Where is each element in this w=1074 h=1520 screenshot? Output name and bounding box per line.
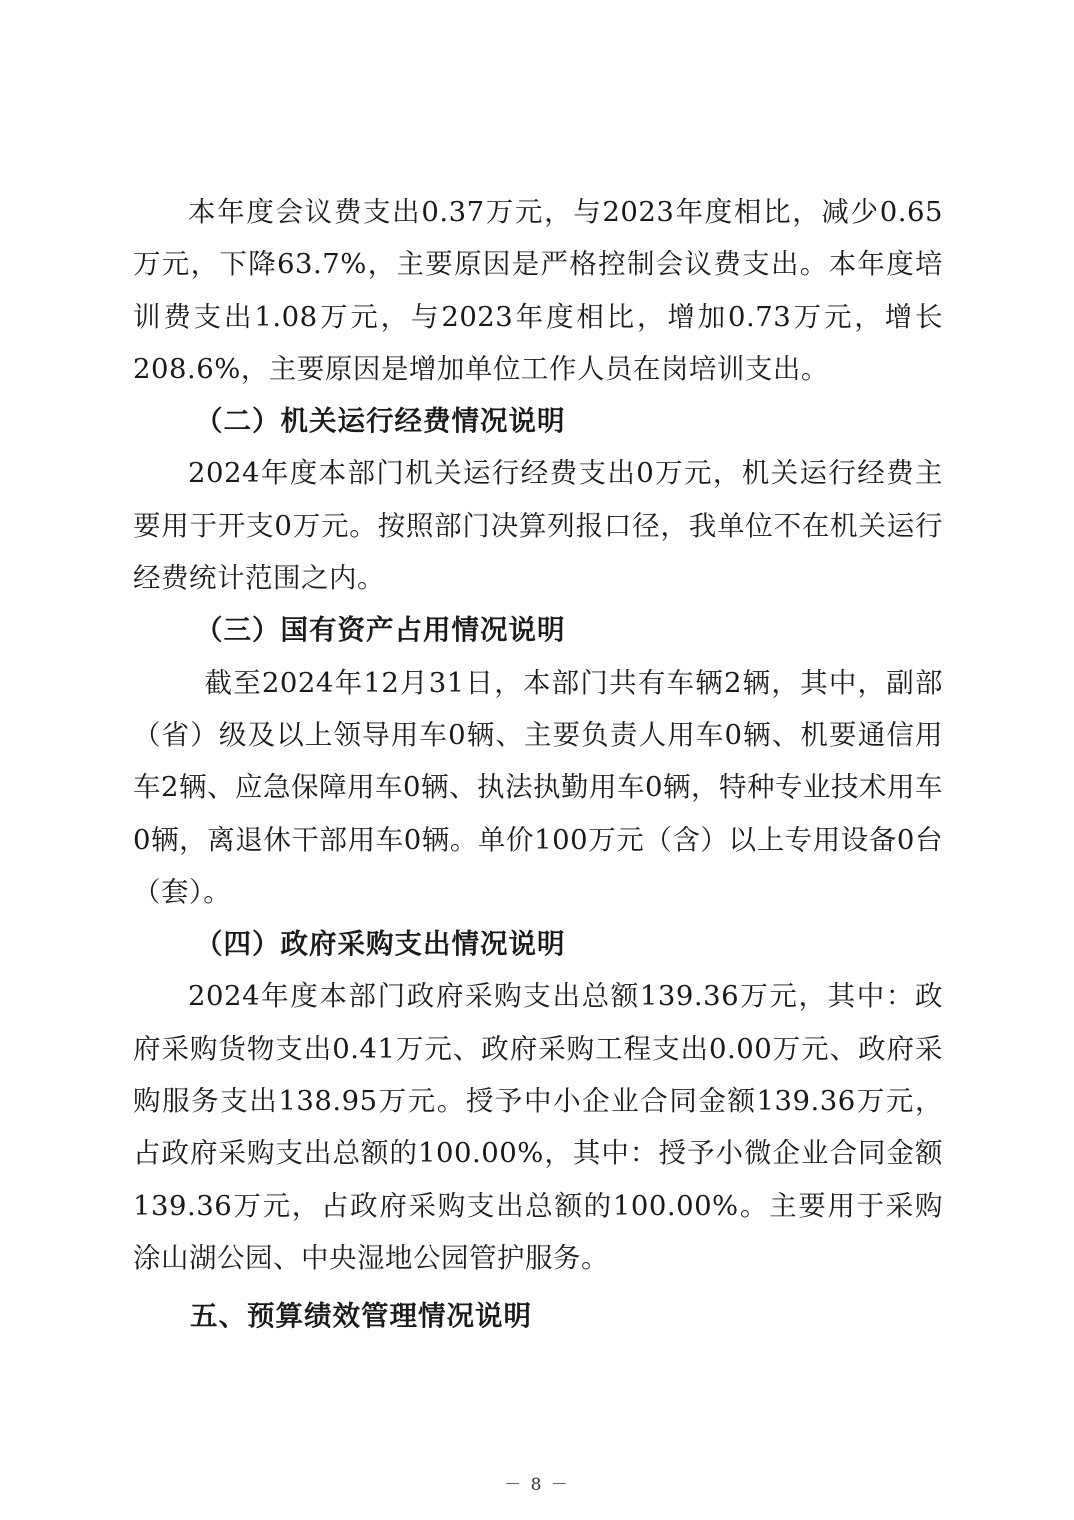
- paragraph-operating-funds: 2024年度本部门机关运行经费支出0万元，机关运行经费主要用于开支0万元。按照部门决算列报口径，我单位不在机关运行经费统计范围之内。: [133, 457, 943, 595]
- heading-operating-funds: （二）机关运行经费情况说明: [195, 405, 566, 438]
- paragraph-state-assets: 截至2024年12月31日，本部门共有车辆2辆，其中，副部（省）级及以上领导用车0辆、主要负责人用车0辆、机要通信用车2辆、应急保障用车0辆、执法执勤用车0辆，特种专业技术用车0辆，离退休干部用车0辆。单价100万元（含）以上专用设备0台（套）。: [133, 666, 943, 908]
- heading-state-assets: （三）国有资产占用情况说明: [195, 614, 566, 647]
- paragraph-government-procurement: 2024年度本部门政府采购支出总额139.36万元，其中：政府采购货物支出0.41万元、政府采购工程支出0.00万元、政府采购服务支出138.95万元。授予中小企业合同金额139.36万元，占政府采购支出总额的100.00%，其中：授予小微企业合同金额139.36万元，占政府采购支出总额的100.00%。主要用于采购涂山湖公园、中央湿地公园管护服务。: [133, 980, 943, 1274]
- heading-government-procurement: （四）政府采购支出情况说明: [195, 928, 566, 961]
- document-body: [133, 186, 943, 1343]
- page-number: － 8 －: [504, 1475, 570, 1495]
- paragraph-meeting-training-fees: 本年度会议费支出0.37万元，与2023年度相比，减少0.65万元，下降63.7%，主要原因是严格控制会议费支出。本年度培训费支出1.08万元，与2023年度相比，增加0.73万元，增长208.6%，主要原因是增加单位工作人员在岗培训支出。: [133, 196, 943, 385]
- heading-budget-performance: 五、预算绩效管理情况说明: [190, 1300, 532, 1333]
